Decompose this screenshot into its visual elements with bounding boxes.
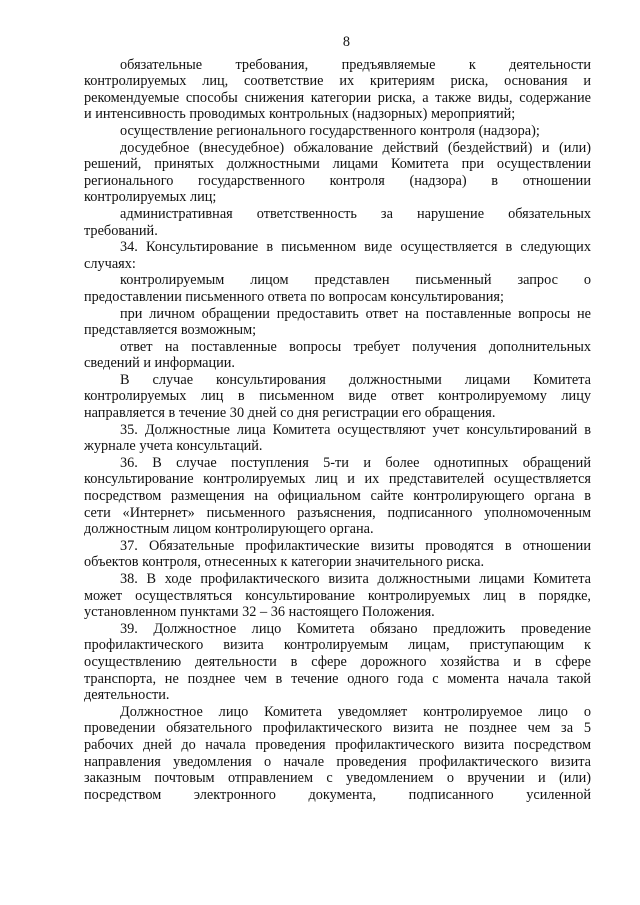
paragraph (84, 339, 591, 372)
text-line: установленном пунктами 32 – 36 настоящего Положения. (84, 604, 435, 621)
text-line: и интенсивность проводимых контрольных (надзорных) мероприятий; (84, 106, 516, 123)
text-line: осуществлению деятельности в сфере дорожного хозяйства и в сфере (84, 653, 591, 670)
text-line: контролируемых лиц, соответствие их критериям риска, основания и (84, 73, 591, 90)
text-line: сведений и информации. (84, 355, 236, 372)
paragraph (84, 239, 591, 272)
text-line: сети «Интернет» письменного разъяснения, подписанного уполномоченным (84, 504, 591, 521)
text-line: осуществление регионального государственного контроля (надзора); (120, 122, 540, 139)
document-body (84, 57, 591, 804)
text-line: контролируемых лиц; (84, 189, 217, 206)
paragraph (84, 455, 591, 538)
text-line: посредством электронного документа, подписанного усиленной (84, 786, 591, 803)
text-line: регионального государственного контроля (надзора) в отношении (84, 172, 591, 189)
text-line: объектов контроля, отнесенных к категории значительного риска. (84, 554, 485, 571)
paragraph (84, 538, 591, 571)
text-line: заказным почтовым отправлением с уведомлением о вручении и (или) (84, 770, 591, 787)
paragraph (84, 206, 591, 239)
paragraph (84, 140, 591, 206)
text-line: должностным лицом контролирующего органа. (84, 521, 374, 538)
paragraph (84, 57, 591, 123)
text-line: транспорта, не позднее чем в течение одного года с момента начала такой (84, 670, 591, 687)
text-line: контролируемых лиц в письменном виде ответ контролируемому лицу (84, 388, 591, 405)
text-line: при личном обращении предоставить ответ на поставленные вопросы не (120, 305, 591, 322)
text-line: В случае консультирования должностными лицами Комитета (120, 371, 591, 388)
text-line: контролируемым лицом представлен письменный запрос о (120, 272, 591, 289)
paragraph (84, 621, 591, 704)
text-line: решений, принятых должностными лицами Комитета при осуществлении (84, 156, 591, 173)
text-line: направляется в течение 30 дней со дня регистрации его обращения. (84, 405, 496, 422)
paragraph (84, 372, 591, 422)
text-line: Должностное лицо Комитета уведомляет контролируемое лицо о (120, 703, 591, 720)
text-line: 36. В случае поступления 5-ти и более однотипных обращений (120, 454, 591, 471)
text-line: посредством размещения на официальном сайте контролирующего органа в (84, 488, 591, 505)
paragraph (84, 704, 591, 804)
text-line: ответ на поставленные вопросы требует получения дополнительных (120, 338, 591, 355)
page-number: 8 (342, 34, 351, 50)
text-line: 37. Обязательные профилактические визиты проводятся в отношении (120, 537, 591, 554)
text-line: журнале учета консультаций. (84, 438, 263, 455)
text-line: 34. Консультирование в письменном виде осуществляется в следующих (120, 239, 591, 256)
text-line: случаях: (84, 255, 136, 272)
paragraph (84, 306, 591, 339)
text-line: рекомендуемые способы снижения категории риска, а также виды, содержание (84, 89, 591, 106)
paragraph (84, 571, 591, 621)
text-line: предоставлении письменного ответа по вопросам консультирования; (84, 288, 504, 305)
text-line: деятельности. (84, 687, 170, 704)
text-line: 35. Должностные лица Комитета осуществляют учет консультирований в (120, 421, 591, 438)
text-line: 38. В ходе профилактического визита должностными лицами Комитета (120, 571, 591, 587)
text-line: профилактического визита контролируемым лицам, приступающим к (84, 637, 591, 654)
text-line: требований. (84, 222, 158, 239)
text-line: досудебное (внесудебное) обжалование действий (бездействий) и (или) (120, 139, 591, 156)
text-line: может осуществляться консультирование контролируемых лиц в порядке, (84, 587, 591, 604)
paragraph (84, 272, 591, 305)
text-line: административная ответственность за нарушение обязательных (120, 205, 591, 222)
paragraph (84, 123, 591, 140)
text-line: консультирование контролируемых лиц и их представителей осуществляется (84, 471, 591, 488)
text-line: обязательные требования, предъявляемые к деятельности (120, 56, 591, 73)
text-line: представляется возможным; (84, 322, 257, 339)
text-line: направления уведомления о начале проведения профилактического визита (84, 753, 591, 770)
text-line: рабочих дней до начала проведения профилактического визита посредством (84, 736, 591, 753)
text-line: 39. Должностное лицо Комитета обязано предложить проведение (120, 620, 591, 637)
text-line: проведении обязательного профилактического визита не позднее чем за 5 (84, 720, 591, 737)
paragraph (84, 422, 591, 455)
